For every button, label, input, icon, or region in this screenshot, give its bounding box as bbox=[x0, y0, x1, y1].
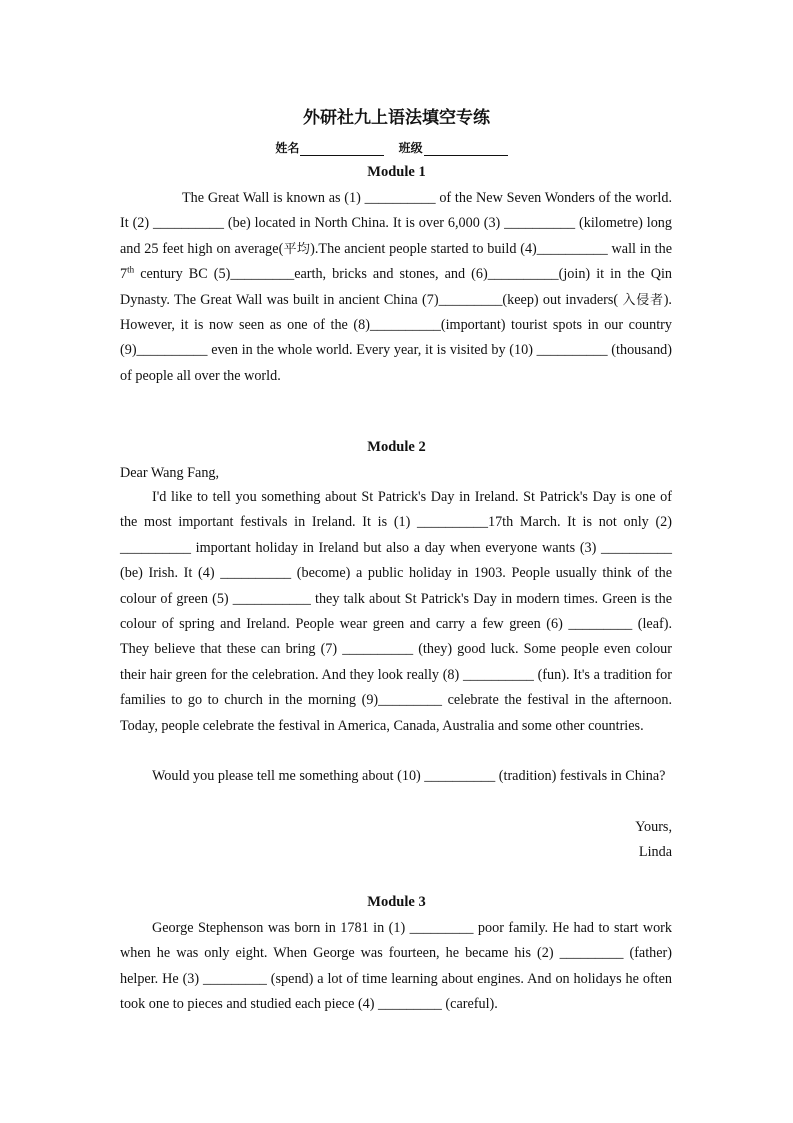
page-title: 外研社九上语法填空专练 bbox=[303, 108, 490, 128]
module2-passage: I'd like to tell you something about St Patrick's Day in Ireland. St Patrick's Day is one of the most important festivals in Ireland. It is (1) __________17th March. It is not only (2) __________ important holiday in Ireland but also a day when everyone wants (3) __________ (be) Irish. It (4) __________ (become) a public holiday in 1903. People usually think of the colour of green (5) ___________ they talk about St Patrick's Day in modern times. Green is the colour of spring and Ireland. People wear green and carry a few green (6) _________ (leaf). They believe that these can bring (7) __________ (they) good luck. Some people even colour their hair green for the celebration. And they look really (8) __________ (fun). It's a tradition for families to go to church in the morning (9)_________ celebrate the festival in the afternoon. Today, people celebrate the festival in America, Canada, Australia and some other countries. bbox=[120, 489, 672, 734]
module1-passage bbox=[120, 186, 672, 389]
name-label: 姓名 bbox=[275, 141, 300, 155]
module1-superscript: th bbox=[127, 264, 135, 275]
name-blank[interactable] bbox=[300, 143, 384, 156]
module3-heading: Module 3 bbox=[367, 894, 426, 910]
student-info-line bbox=[0, 139, 793, 156]
module1-text-c: century BC (5)_________earth, bricks and stones, and (6)__________(join) it in the Qin Dynasty. The Great Wall was built in ancient China (7)_________(keep) out invaders( bbox=[120, 266, 672, 308]
module1-heading: Module 1 bbox=[367, 164, 426, 180]
module3-passage: George Stephenson was born in 1781 in (1) _________ poor family. He had to start work when he was only eight. When George was fourteen, he became his (2) _________ (father) helper. He (3) _________ (spend) a lot of time learning about engines. And on holidays he often took one to pieces and studied each piece (4) _________ (careful). bbox=[120, 920, 672, 1013]
module2-closing: Yours, bbox=[635, 819, 672, 835]
module2-heading: Module 2 bbox=[367, 439, 426, 455]
module2-signature: Linda bbox=[638, 844, 672, 860]
module1-text-d: ). However, it is now seen as one of the (8)__________(important) tourist spots in our country (9)__________ even in the whole world. Every year, it is visited by (10) __________ (thousand) of people all over the world. bbox=[120, 291, 672, 384]
module2-greeting: Dear Wang Fang, bbox=[120, 465, 220, 481]
class-blank[interactable] bbox=[424, 143, 508, 156]
module1-cjk-invaders: 入侵者 bbox=[622, 292, 664, 308]
module1-text-a: The Great Wall is known as (1) __________ of the New Seven Wonders of the world. It (2) __________ (be) located in North China. It is over 6,000 (3) __________ (kilometre) long and 25 feet high on average( bbox=[120, 190, 672, 257]
module1-cjk-average: 平均 bbox=[283, 241, 311, 257]
module1-text-b: ).The ancient people started to build (4)__________ wall in the 7 bbox=[120, 240, 672, 283]
class-label: 班级 bbox=[398, 141, 423, 155]
module2-question: Would you please tell me something about (10) __________ (tradition) festivals in China? bbox=[152, 768, 666, 784]
